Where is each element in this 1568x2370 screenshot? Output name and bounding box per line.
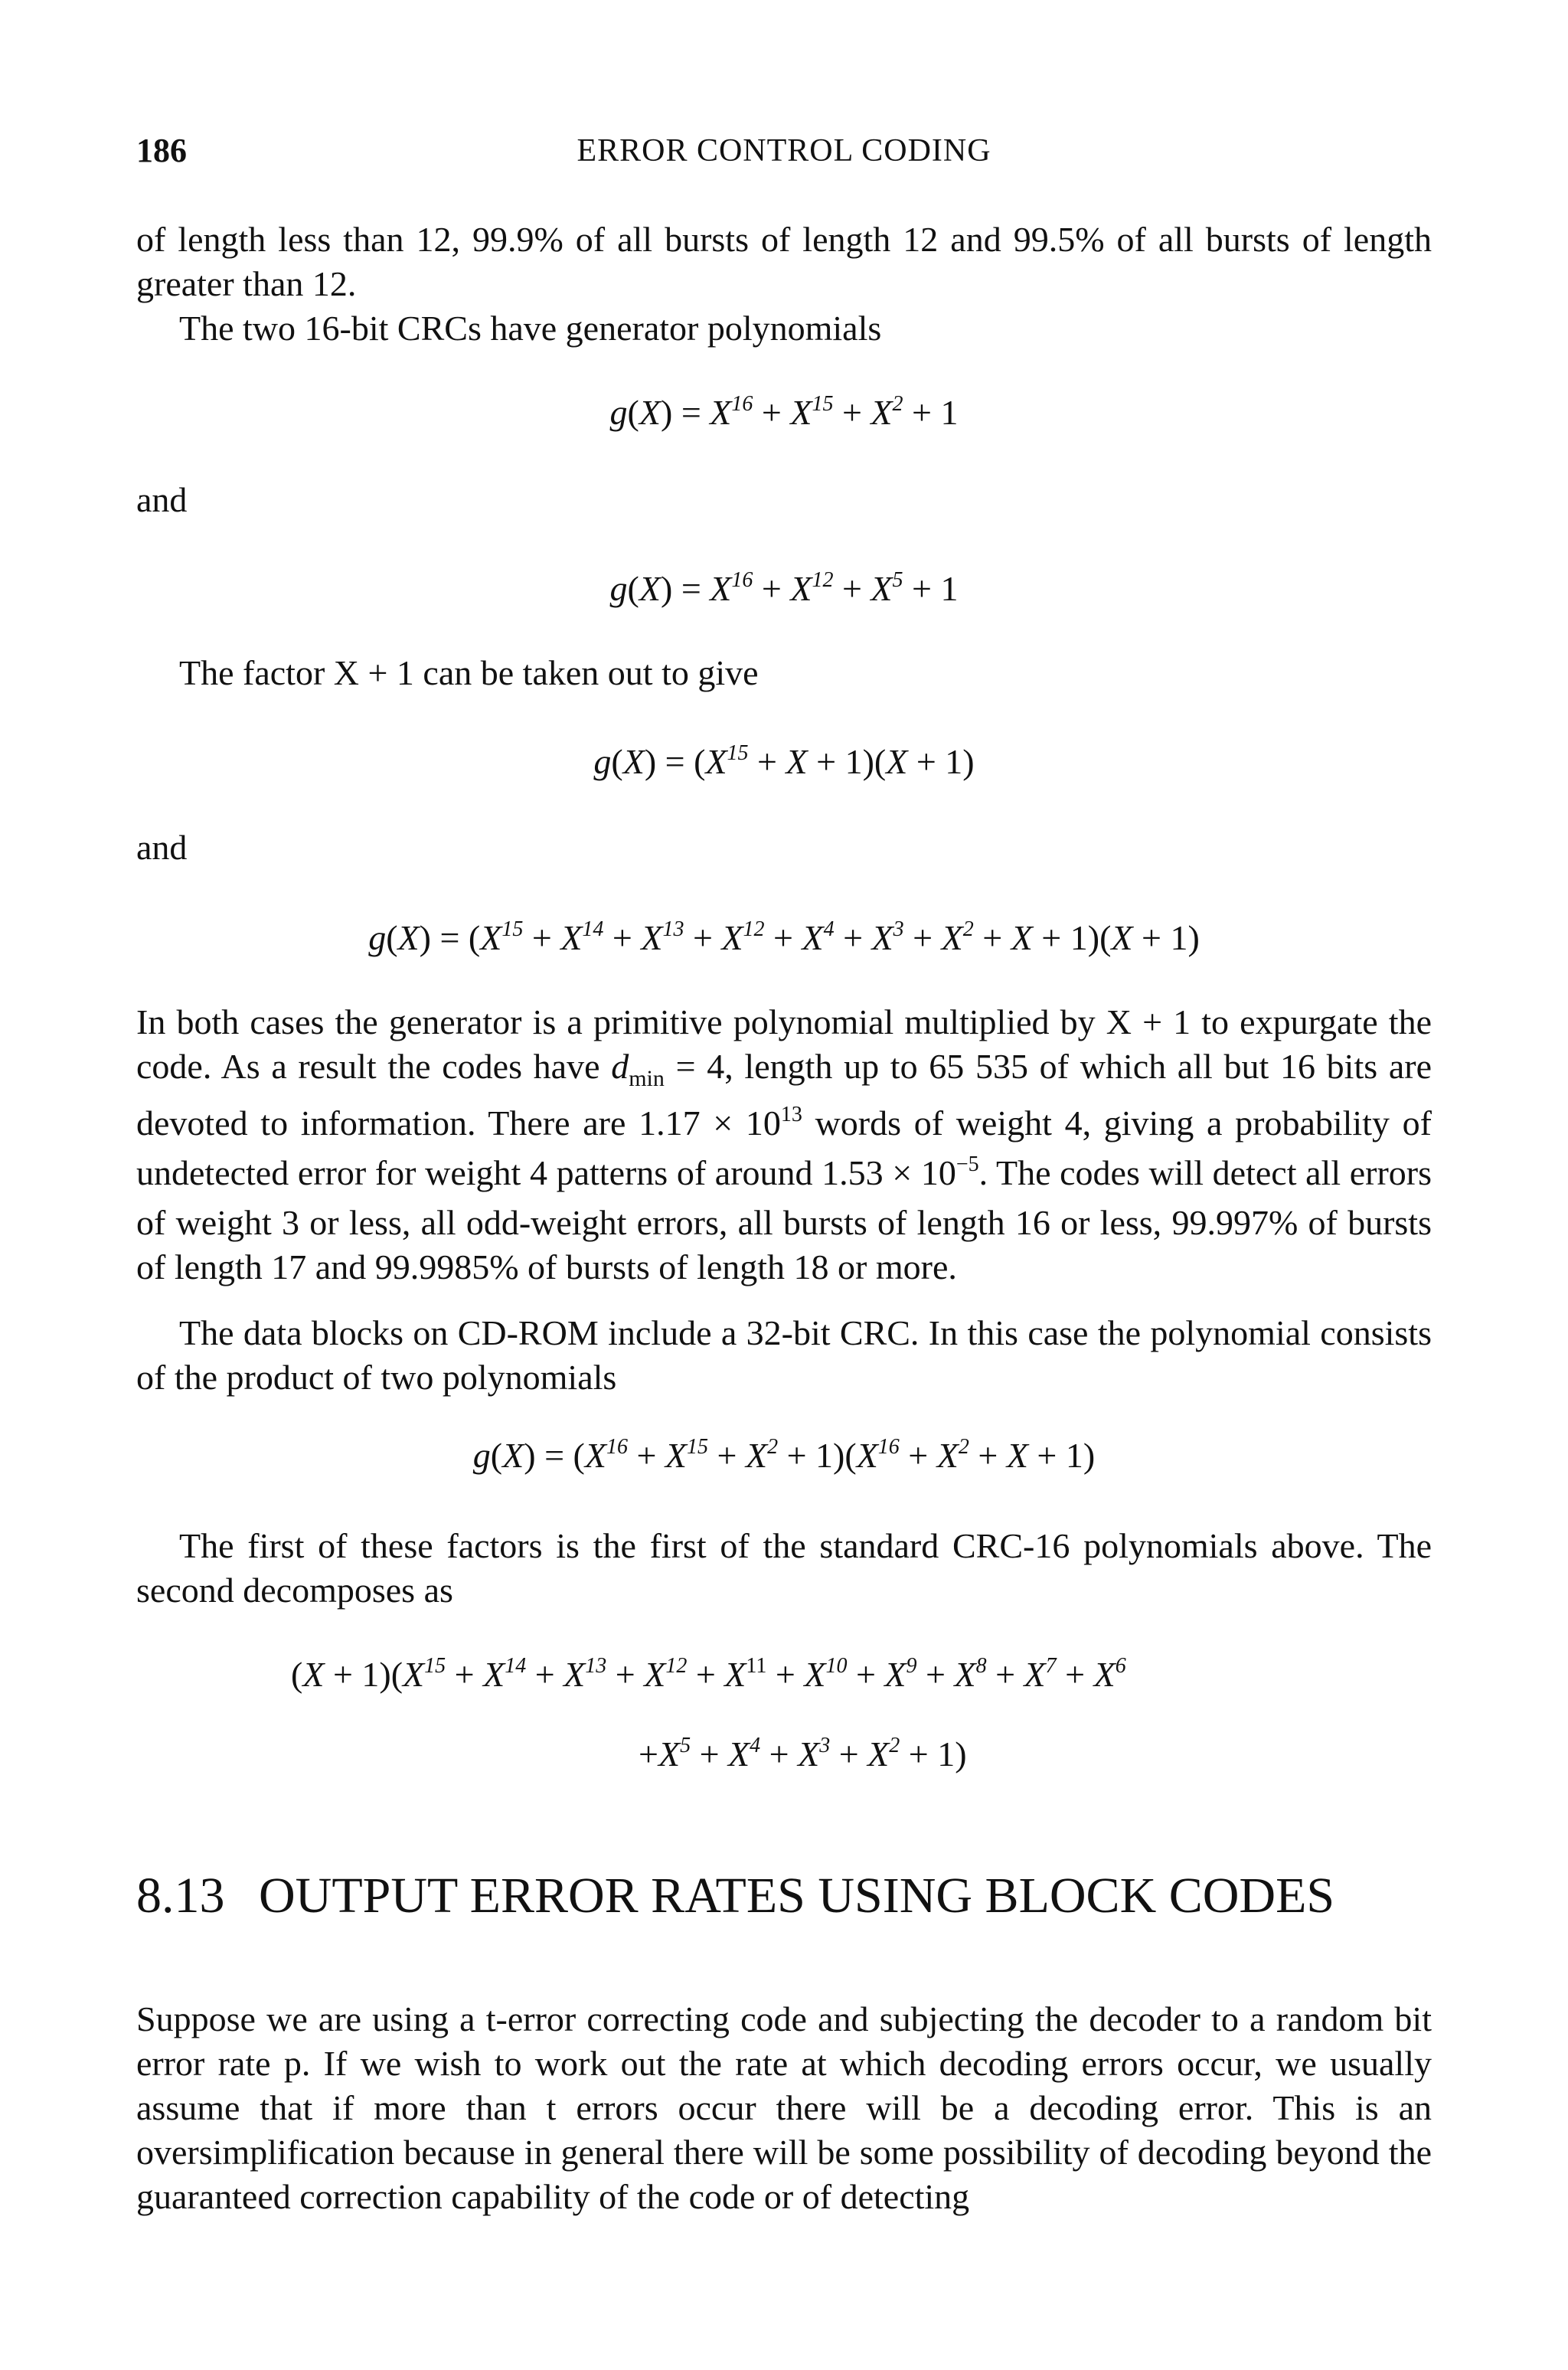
equation-crc16-a: $g(X) = X^{16} + X^{15} + X^2 + 1$: [609, 392, 959, 432]
connector-and: and: [136, 480, 188, 519]
section-title: OUTPUT ERROR RATES USING BLOCK CODES: [259, 1868, 1335, 1924]
paragraph-output-error-rates: Suppose we are using a t-error correcting code and subjecting the decoder to a random bit error rate p. If we wish to work out the rate at which decoding errors occur, we usually assume that if more than t errors occur there will be a decoding error. This is an oversimplification because in general there will be some possibility of decoding beyond the guaranteed correction capability of the code or of detecting: [136, 1999, 1432, 2216]
running-head: ERROR CONTROL CODING: [577, 133, 991, 168]
paragraph-factor: The factor X + 1 can be taken out to give: [179, 653, 759, 692]
equation-factored-b: $g(X) = (X^{15} + X^{14} + X^{13} + X^{12} + X^4 + X^3 + X^2 + X + 1)(X + 1)$: [368, 917, 1200, 957]
paragraph-properties: In both cases the generator is a primitive polynomial multiplied by X + 1 to expurgate the code. As a result the codes have $d_{min} = 4$, length up to 65 535 of which all but 16 bits are devoted to information. There are $1.17 \times 10^{13}$ words of weight 4, giving a probability of undetected error for weight 4 patterns of around $1.53 \times 10^{-5}$. The codes will detect all errors of weight 3 or less, all odd-weight errors, all bursts of length 16 or less, 99.997% of bursts of length 17 and 99.9985% of bursts of length 18 or more.: [136, 1002, 1432, 1287]
paragraph-decomposition: The first of these factors is the first of the standard CRC-16 polynomials above. The second decomposes as: [136, 1526, 1432, 1610]
paragraph-cdrom: The data blocks on CD-ROM include a 32-bit CRC. In this case the polynomial consists of the product of two polynomials: [136, 1313, 1432, 1397]
equation-decomposed-line1: $(X + 1)(X^{15} + X^{14} + X^{13} + X^{12} + X^{11} + X^{10} + X^9 + X^8 + X^7 + X^6$: [291, 1654, 1126, 1694]
page-number: 186: [136, 132, 187, 169]
connector-and: and: [136, 828, 188, 867]
section-heading: [136, 1865, 1334, 1927]
equation-crc16-b: $g(X) = X^{16} + X^{12} + X^5 + 1$: [609, 568, 959, 608]
paragraph-burst-stats: of length less than 12, 99.9% of all bursts of length 12 and 99.5% of all bursts of length greater than 12.: [136, 220, 1432, 303]
section-number: 8.13: [136, 1868, 225, 1924]
dmin-symbol: d: [611, 1047, 629, 1086]
paragraph-crc-intro: The two 16-bit CRCs have generator polynomials: [179, 309, 882, 348]
equation-factored-a: $g(X) = (X^{15} + X + 1)(X + 1)$: [593, 741, 975, 781]
equation-crc32: $g(X) = (X^{16} + X^{15} + X^2 + 1)(X^{16} + X^2 + X + 1)$: [472, 1435, 1096, 1475]
equation-decomposed-line2: $+X^5 + X^4 + X^3 + X^2 + 1$): [639, 1734, 967, 1773]
